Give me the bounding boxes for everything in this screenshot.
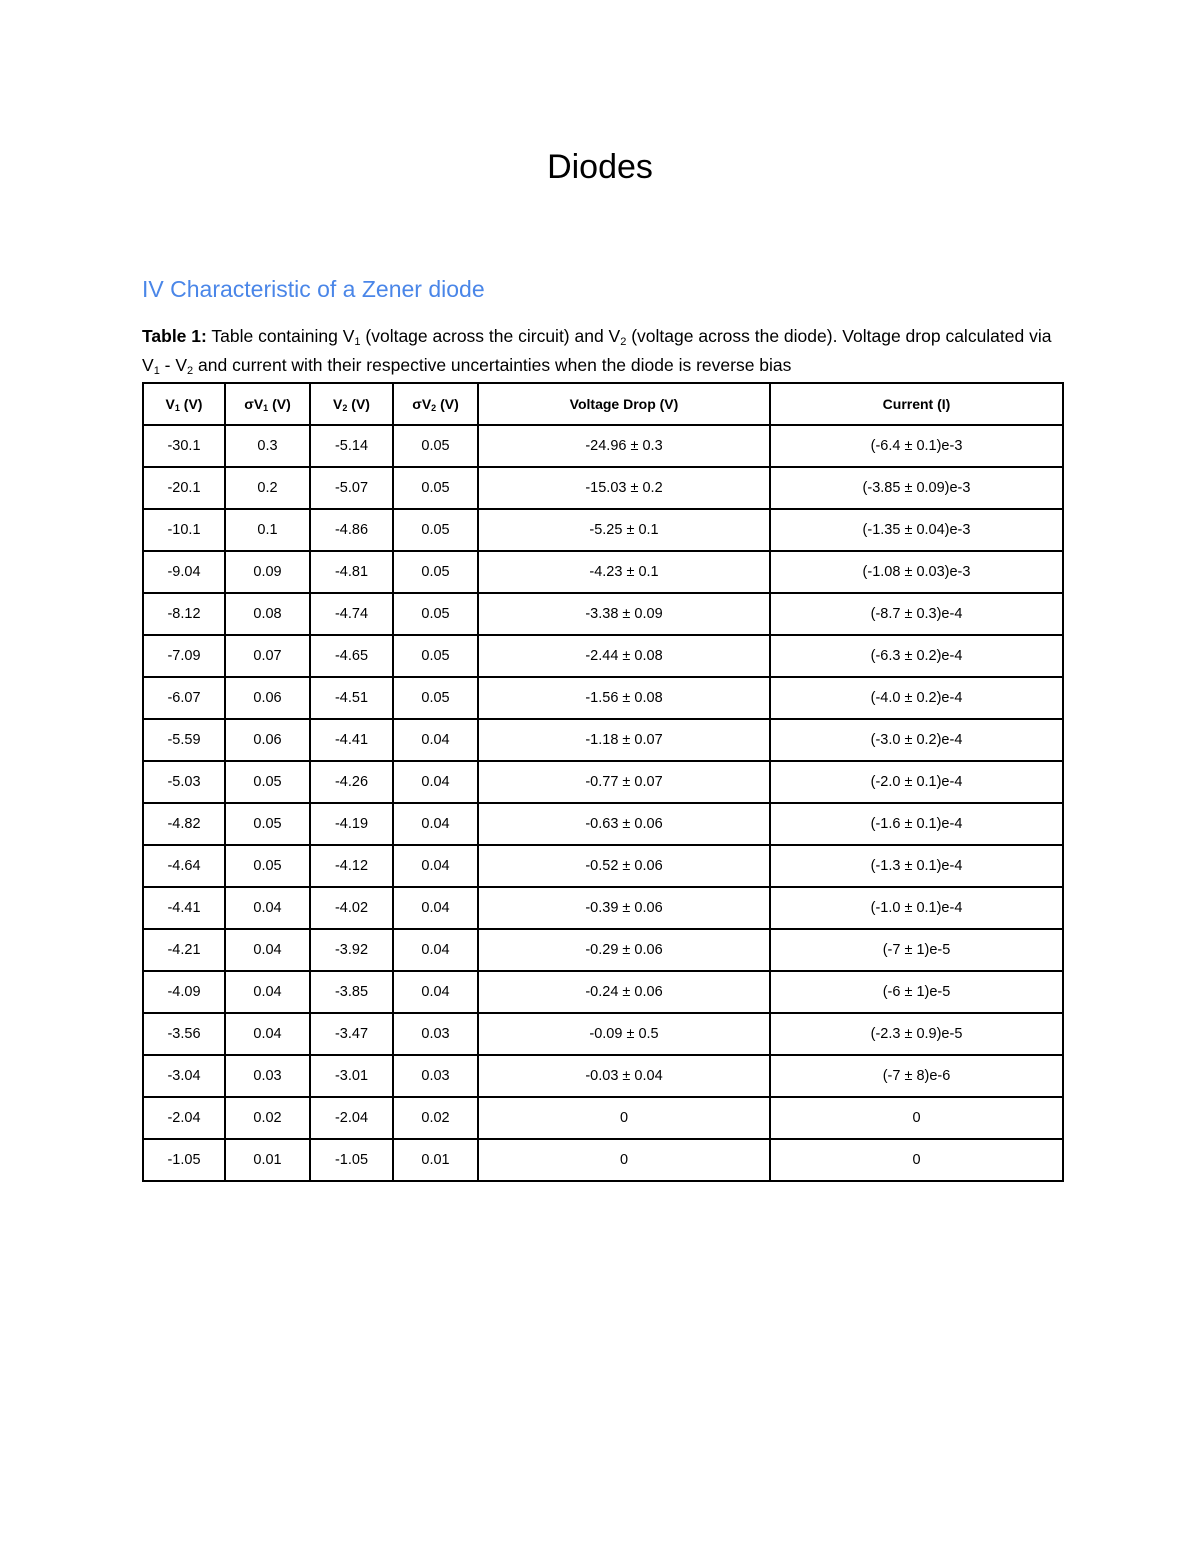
column-header-unit: (V) — [436, 396, 459, 412]
table-cell: -5.03 — [143, 761, 225, 803]
table-cell: -5.59 — [143, 719, 225, 761]
column-header-unit: (V) — [347, 396, 370, 412]
table-cell: 0 — [478, 1139, 770, 1181]
column-header-text: Current (I) — [882, 396, 951, 412]
table-cell: (-6.3 ± 0.2)e-4 — [770, 635, 1063, 677]
table-row — [143, 635, 1063, 677]
table-row — [143, 1139, 1063, 1181]
table-cell: (-1.6 ± 0.1)e-4 — [770, 803, 1063, 845]
column-header-text: σV — [412, 396, 432, 412]
column-header-unit: (V) — [268, 396, 291, 412]
table-cell: -4.23 ± 0.1 — [478, 551, 770, 593]
table-row — [143, 551, 1063, 593]
table-cell: -4.26 — [310, 761, 393, 803]
table-row — [143, 593, 1063, 635]
table-cell: -24.96 ± 0.3 — [478, 425, 770, 467]
table-cell: -3.01 — [310, 1055, 393, 1097]
table-cell: (-7 ± 8)e-6 — [770, 1055, 1063, 1097]
table-cell: (-1.08 ± 0.03)e-3 — [770, 551, 1063, 593]
table-cell: 0 — [770, 1097, 1063, 1139]
table-cell: -30.1 — [143, 425, 225, 467]
table-cell: -1.56 ± 0.08 — [478, 677, 770, 719]
table-cell: -3.47 — [310, 1013, 393, 1055]
table-row — [143, 719, 1063, 761]
table-cell: (-3.0 ± 0.2)e-4 — [770, 719, 1063, 761]
table-cell: 0.04 — [393, 803, 478, 845]
column-header-subscript: 1 — [263, 403, 269, 413]
column-header — [478, 383, 770, 425]
table-cell: 0.04 — [225, 1013, 310, 1055]
table-cell: -5.07 — [310, 467, 393, 509]
table-cell: -4.19 — [310, 803, 393, 845]
table-cell: -0.63 ± 0.06 — [478, 803, 770, 845]
table-cell: 0.04 — [225, 971, 310, 1013]
table-cell: -4.12 — [310, 845, 393, 887]
table-row — [143, 887, 1063, 929]
caption-text: Table containing V — [206, 326, 355, 346]
table-cell: 0.04 — [225, 929, 310, 971]
table-cell: -0.52 ± 0.06 — [478, 845, 770, 887]
table-cell: -0.24 ± 0.06 — [478, 971, 770, 1013]
table-cell: 0.07 — [225, 635, 310, 677]
table-cell: 0.05 — [393, 635, 478, 677]
table-cell: -1.05 — [310, 1139, 393, 1181]
table-cell: -2.04 — [143, 1097, 225, 1139]
table-cell: -4.51 — [310, 677, 393, 719]
table-cell: 0.01 — [393, 1139, 478, 1181]
column-header-unit: (V) — [179, 396, 203, 412]
table-cell: -10.1 — [143, 509, 225, 551]
table-cell: -3.38 ± 0.09 — [478, 593, 770, 635]
table-cell: 0.05 — [225, 761, 310, 803]
caption-subscript: 1 — [354, 336, 361, 348]
table-cell: (-3.85 ± 0.09)e-3 — [770, 467, 1063, 509]
iv-data-table — [142, 382, 1064, 1182]
table-cell: -8.12 — [143, 593, 225, 635]
column-header-subscript: 1 — [174, 403, 180, 413]
table-row — [143, 677, 1063, 719]
table-cell: 0.04 — [393, 929, 478, 971]
table-row — [143, 845, 1063, 887]
table-cell: 0.04 — [225, 887, 310, 929]
table-cell: 0 — [478, 1097, 770, 1139]
column-header-text: V — [165, 396, 175, 412]
page-title: Diodes — [547, 148, 653, 186]
caption-subscript: 2 — [187, 365, 194, 377]
table-cell: (-2.0 ± 0.1)e-4 — [770, 761, 1063, 803]
table-cell: -4.65 — [310, 635, 393, 677]
column-header — [393, 383, 478, 425]
table-cell: -2.44 ± 0.08 — [478, 635, 770, 677]
table-cell: -4.64 — [143, 845, 225, 887]
table-cell: -0.03 ± 0.04 — [478, 1055, 770, 1097]
table-cell: 0.05 — [393, 677, 478, 719]
table-row — [143, 1097, 1063, 1139]
table-cell: 0.04 — [393, 971, 478, 1013]
table-row — [143, 761, 1063, 803]
table-cell: (-1.0 ± 0.1)e-4 — [770, 887, 1063, 929]
table-cell: 0.06 — [225, 677, 310, 719]
table-cell: 0.1 — [225, 509, 310, 551]
column-header-subscript: 2 — [431, 403, 437, 413]
table-row — [143, 509, 1063, 551]
table-cell: 0.03 — [393, 1013, 478, 1055]
table-row — [143, 929, 1063, 971]
table-cell: (-6 ± 1)e-5 — [770, 971, 1063, 1013]
table-cell: -9.04 — [143, 551, 225, 593]
table-cell: (-8.7 ± 0.3)e-4 — [770, 593, 1063, 635]
column-header-subscript: 2 — [342, 403, 348, 413]
table-row — [143, 467, 1063, 509]
table-caption — [142, 322, 1062, 380]
table-cell: -3.85 — [310, 971, 393, 1013]
table-cell: -0.09 ± 0.5 — [478, 1013, 770, 1055]
table-cell: 0.03 — [393, 1055, 478, 1097]
table-header-row — [143, 383, 1063, 425]
table-cell: 0.08 — [225, 593, 310, 635]
table-row — [143, 971, 1063, 1013]
column-header — [143, 383, 225, 425]
table-cell: 0.04 — [393, 845, 478, 887]
table-cell: 0.04 — [393, 887, 478, 929]
table-cell: 0.01 — [225, 1139, 310, 1181]
table-cell: -1.18 ± 0.07 — [478, 719, 770, 761]
caption-text: (voltage across the circuit) and V — [360, 326, 621, 346]
table-cell: -4.41 — [143, 887, 225, 929]
table-cell: 0.05 — [225, 803, 310, 845]
caption-subscript: 2 — [620, 336, 627, 348]
table-cell: -6.07 — [143, 677, 225, 719]
table-body — [143, 425, 1063, 1181]
caption-text: (voltage across the diode). Voltage drop calculated via V — [142, 326, 1052, 375]
table-cell: 0.05 — [393, 509, 478, 551]
caption-text: and current with their respective uncertainties when the diode is reverse bias — [193, 355, 792, 375]
table-cell: 0.05 — [393, 425, 478, 467]
table-cell: -3.04 — [143, 1055, 225, 1097]
table-cell: -15.03 ± 0.2 — [478, 467, 770, 509]
table-cell: -0.39 ± 0.06 — [478, 887, 770, 929]
table-cell: -5.14 — [310, 425, 393, 467]
table-cell: 0.05 — [393, 467, 478, 509]
column-header — [310, 383, 393, 425]
table-cell: -4.74 — [310, 593, 393, 635]
column-header — [770, 383, 1063, 425]
table-cell: (-7 ± 1)e-5 — [770, 929, 1063, 971]
table-cell: -3.92 — [310, 929, 393, 971]
table-cell: -4.41 — [310, 719, 393, 761]
table-cell: (-4.0 ± 0.2)e-4 — [770, 677, 1063, 719]
table-row — [143, 1013, 1063, 1055]
table-cell: -20.1 — [143, 467, 225, 509]
table-cell: 0.02 — [225, 1097, 310, 1139]
table-cell: -2.04 — [310, 1097, 393, 1139]
table-cell: -4.21 — [143, 929, 225, 971]
table-cell: 0.04 — [393, 761, 478, 803]
table-cell: 0.2 — [225, 467, 310, 509]
table-cell: -3.56 — [143, 1013, 225, 1055]
table-cell: -4.82 — [143, 803, 225, 845]
table-cell: -4.81 — [310, 551, 393, 593]
table-cell: -0.77 ± 0.07 — [478, 761, 770, 803]
table-cell: -4.86 — [310, 509, 393, 551]
caption-text: - V — [159, 355, 188, 375]
table-cell: (-2.3 ± 0.9)e-5 — [770, 1013, 1063, 1055]
table-cell: 0.05 — [393, 593, 478, 635]
column-header-text: Voltage Drop (V) — [569, 396, 679, 412]
table-cell: -7.09 — [143, 635, 225, 677]
table-cell: -5.25 ± 0.1 — [478, 509, 770, 551]
table-row — [143, 425, 1063, 467]
column-header-text: V — [333, 396, 343, 412]
table-cell: 0.3 — [225, 425, 310, 467]
table-cell: -1.05 — [143, 1139, 225, 1181]
table-cell: 0.06 — [225, 719, 310, 761]
column-header-text: σV — [244, 396, 264, 412]
table-cell: 0.03 — [225, 1055, 310, 1097]
table-cell: (-1.3 ± 0.1)e-4 — [770, 845, 1063, 887]
table-cell: 0.05 — [393, 551, 478, 593]
caption-subscript: 1 — [153, 365, 160, 377]
table-cell: -0.29 ± 0.06 — [478, 929, 770, 971]
caption-label: Table 1: — [142, 326, 207, 346]
table-cell: 0 — [770, 1139, 1063, 1181]
table-cell: (-6.4 ± 0.1)e-3 — [770, 425, 1063, 467]
table-cell: 0.02 — [393, 1097, 478, 1139]
table-cell: (-1.35 ± 0.04)e-3 — [770, 509, 1063, 551]
table-row — [143, 1055, 1063, 1097]
table-cell: -4.09 — [143, 971, 225, 1013]
section-heading: IV Characteristic of a Zener diode — [142, 276, 485, 302]
table-row — [143, 803, 1063, 845]
table-cell: 0.09 — [225, 551, 310, 593]
table-cell: -4.02 — [310, 887, 393, 929]
column-header — [225, 383, 310, 425]
table-cell: 0.05 — [225, 845, 310, 887]
table-cell: 0.04 — [393, 719, 478, 761]
